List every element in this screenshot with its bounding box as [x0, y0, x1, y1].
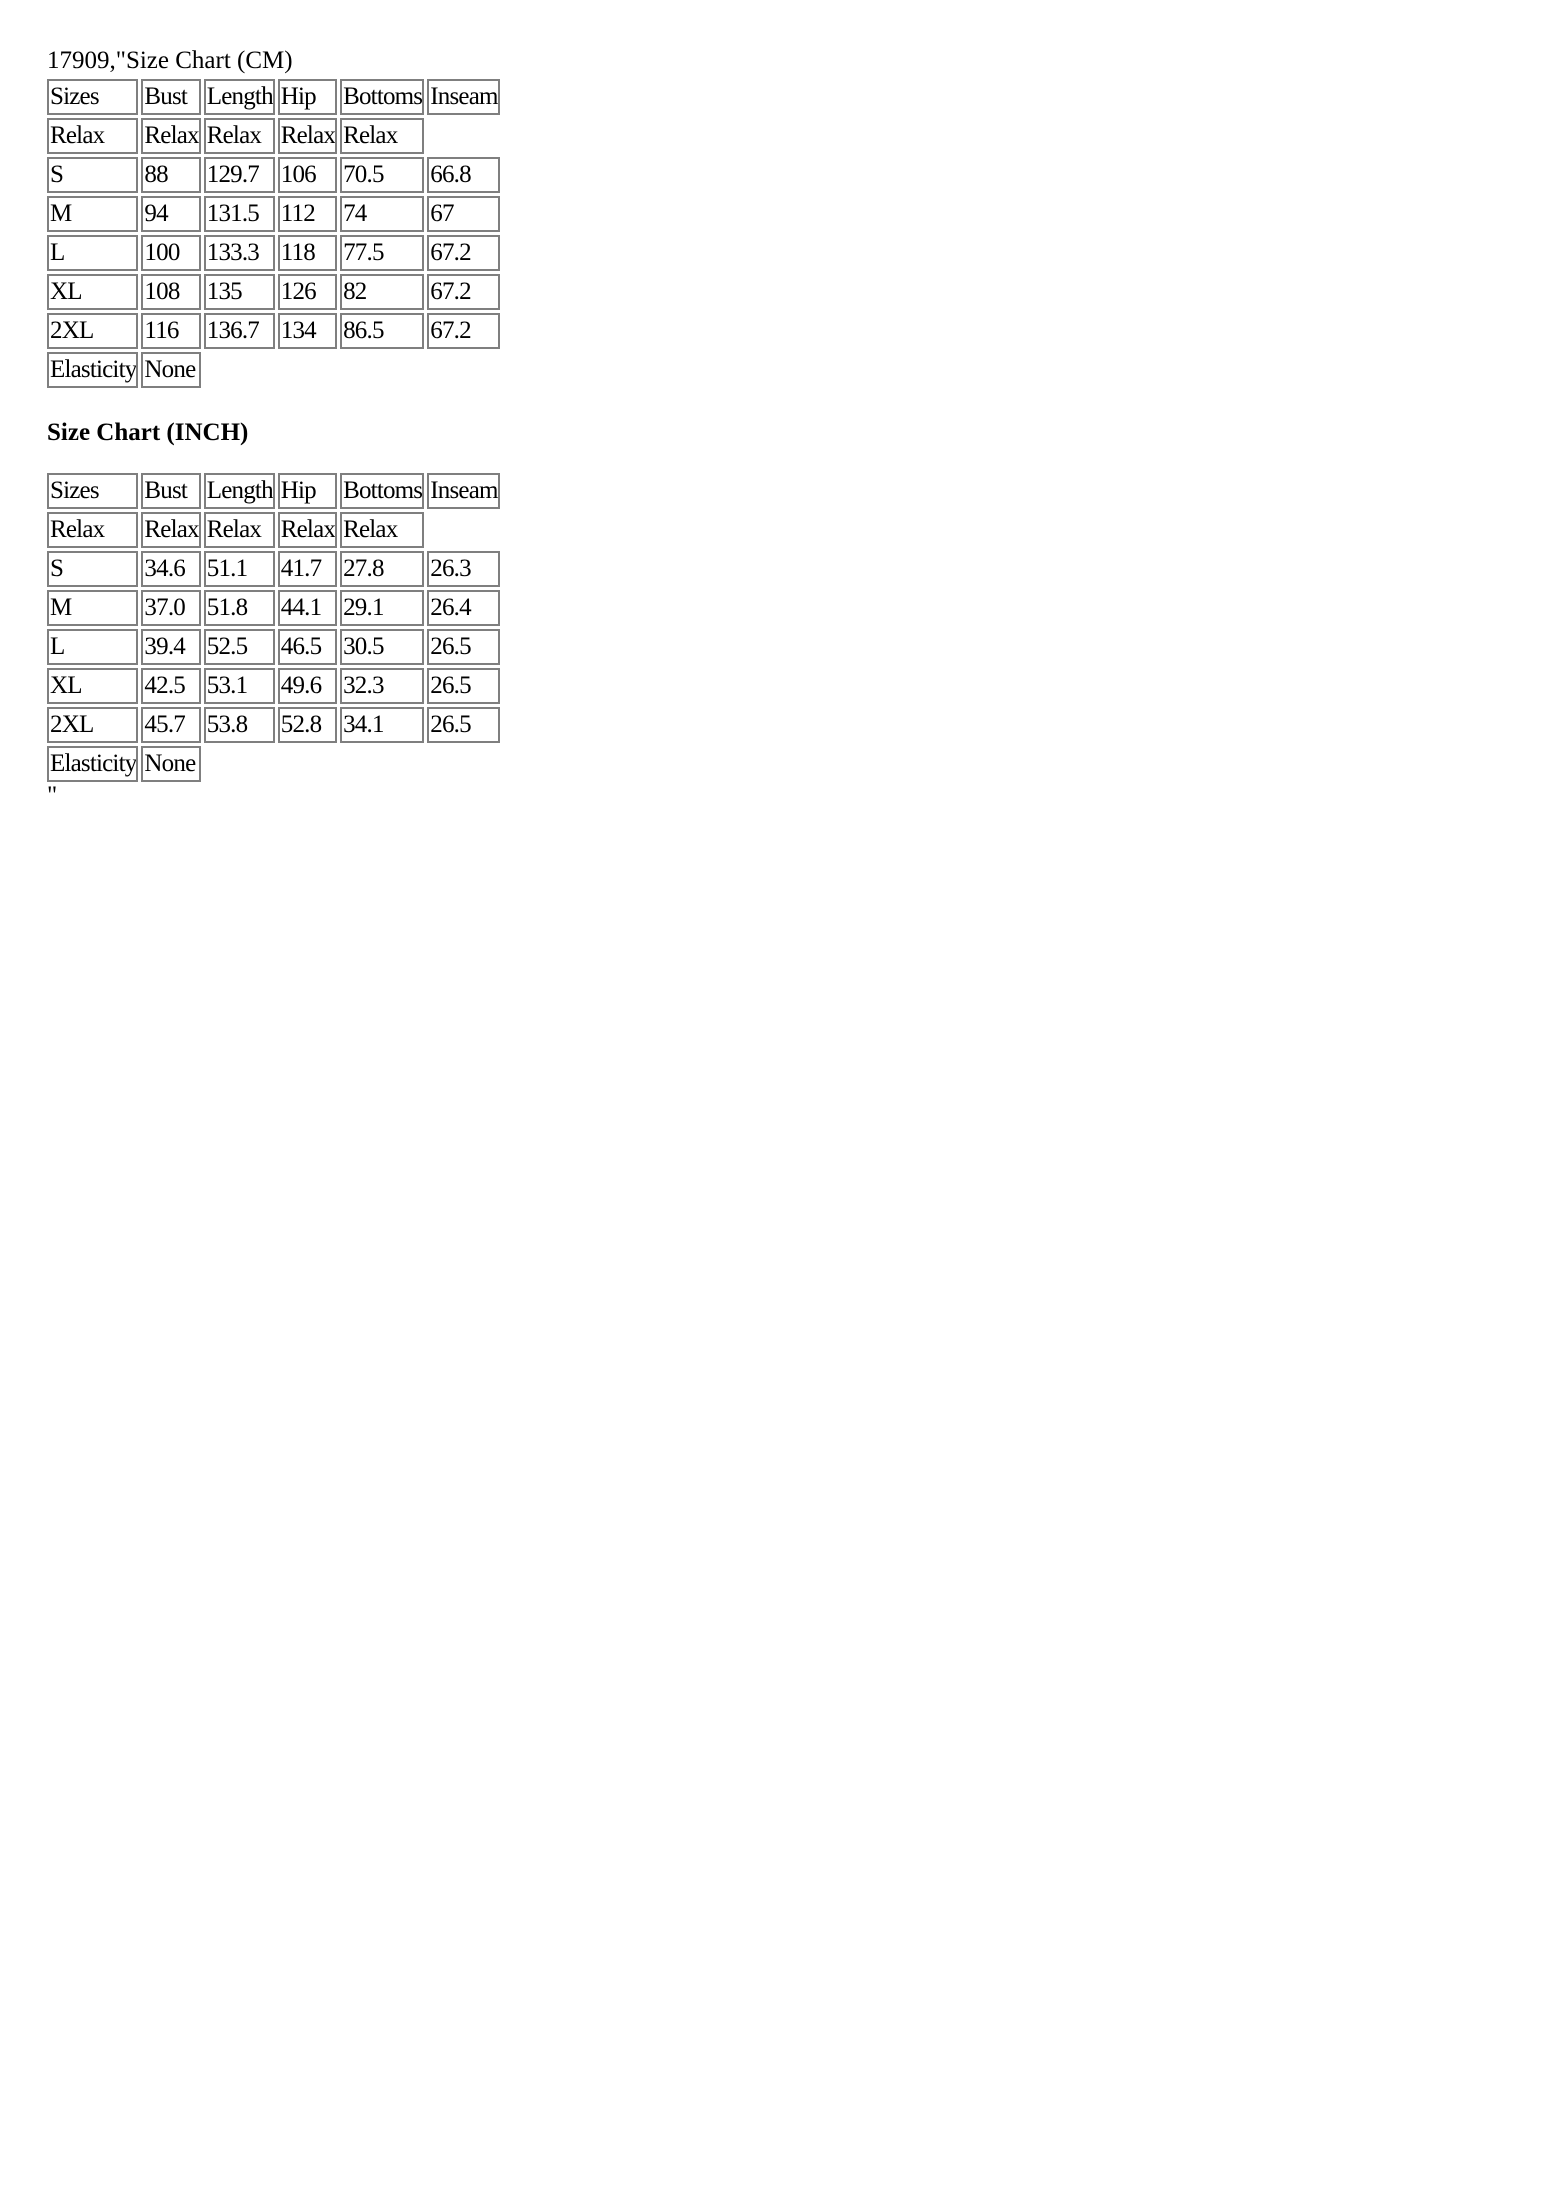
column-header: Bust: [141, 473, 200, 509]
table-cell: M: [47, 590, 138, 626]
elasticity-value: None: [141, 746, 200, 782]
table-cell: 67: [427, 196, 499, 232]
table-row: [47, 274, 500, 310]
table-cell: 135: [204, 274, 275, 310]
table-cell: 26.3: [427, 551, 499, 587]
fit-cell: Relax: [47, 512, 138, 548]
column-header: Hip: [278, 79, 337, 115]
column-header: Inseam: [427, 79, 499, 115]
fit-row: [47, 512, 500, 548]
table-cell: XL: [47, 274, 138, 310]
fit-cell: Relax: [340, 512, 424, 548]
fit-cell: Relax: [204, 118, 275, 154]
table-cell: 116: [141, 313, 200, 349]
table-cell: 26.5: [427, 707, 499, 743]
table-cell: 52.5: [204, 629, 275, 665]
elasticity-row: [47, 746, 500, 782]
column-header: Hip: [278, 473, 337, 509]
table-cell: XL: [47, 668, 138, 704]
table-cell: 34.1: [340, 707, 424, 743]
closing-quote-mark: ": [47, 782, 58, 809]
table-cell: 100: [141, 235, 200, 271]
fit-cell: Relax: [47, 118, 138, 154]
table-row: [47, 551, 500, 587]
table-cell: 136.7: [204, 313, 275, 349]
empty-cell: [427, 352, 499, 388]
column-header: Bottoms: [340, 473, 424, 509]
empty-cell: [427, 118, 499, 154]
column-header: Length: [204, 473, 275, 509]
table-cell: 26.5: [427, 668, 499, 704]
table-cell: 53.1: [204, 668, 275, 704]
elasticity-label: Elasticity: [47, 746, 138, 782]
table-cell: 67.2: [427, 274, 499, 310]
table-cell: 2XL: [47, 707, 138, 743]
empty-cell: [340, 746, 424, 782]
table-cell: L: [47, 235, 138, 271]
empty-cell: [204, 746, 275, 782]
empty-cell: [427, 512, 499, 548]
column-header: Sizes: [47, 79, 138, 115]
table-cell: 66.8: [427, 157, 499, 193]
size-chart-inch-table: [44, 470, 503, 785]
table-cell: L: [47, 629, 138, 665]
table-row: [47, 235, 500, 271]
table-cell: 49.6: [278, 668, 337, 704]
table-cell: 133.3: [204, 235, 275, 271]
table-cell: S: [47, 551, 138, 587]
table-row: [47, 707, 500, 743]
column-header: Sizes: [47, 473, 138, 509]
fit-cell: Relax: [278, 118, 337, 154]
fit-cell: Relax: [278, 512, 337, 548]
size-chart-cm-table: [44, 76, 503, 391]
table-cell: 52.8: [278, 707, 337, 743]
column-header: Inseam: [427, 473, 499, 509]
table-cell: 129.7: [204, 157, 275, 193]
table-cell: 86.5: [340, 313, 424, 349]
table-cell: 44.1: [278, 590, 337, 626]
table-cell: 94: [141, 196, 200, 232]
column-header: Bottoms: [340, 79, 424, 115]
table-row: [47, 313, 500, 349]
table-cell: 51.1: [204, 551, 275, 587]
table-cell: 34.6: [141, 551, 200, 587]
elasticity-row: [47, 352, 500, 388]
fit-cell: Relax: [141, 512, 200, 548]
table-cell: 53.8: [204, 707, 275, 743]
table-cell: 67.2: [427, 313, 499, 349]
table-cell: 74: [340, 196, 424, 232]
table-cell: 88: [141, 157, 200, 193]
table-cell: 26.5: [427, 629, 499, 665]
elasticity-label: Elasticity: [47, 352, 138, 388]
empty-cell: [278, 746, 337, 782]
table-cell: 108: [141, 274, 200, 310]
table-cell: 70.5: [340, 157, 424, 193]
size-chart-cm-heading: 17909,"Size Chart (CM): [47, 47, 293, 74]
table-cell: 41.7: [278, 551, 337, 587]
table-header-row: [47, 473, 500, 509]
table-row: [47, 590, 500, 626]
table-cell: 45.7: [141, 707, 200, 743]
elasticity-value: None: [141, 352, 200, 388]
table-cell: S: [47, 157, 138, 193]
fit-row: [47, 118, 500, 154]
table-cell: 42.5: [141, 668, 200, 704]
table-header-row: [47, 79, 500, 115]
fit-cell: Relax: [340, 118, 424, 154]
empty-cell: [278, 352, 337, 388]
table-cell: 2XL: [47, 313, 138, 349]
table-cell: 118: [278, 235, 337, 271]
table-cell: 126: [278, 274, 337, 310]
table-cell: M: [47, 196, 138, 232]
table-row: [47, 196, 500, 232]
table-cell: 77.5: [340, 235, 424, 271]
table-cell: 30.5: [340, 629, 424, 665]
fit-cell: Relax: [141, 118, 200, 154]
empty-cell: [204, 352, 275, 388]
table-cell: 82: [340, 274, 424, 310]
table-row: [47, 668, 500, 704]
table-cell: 131.5: [204, 196, 275, 232]
table-cell: 112: [278, 196, 337, 232]
empty-cell: [427, 746, 499, 782]
table-cell: 26.4: [427, 590, 499, 626]
table-cell: 27.8: [340, 551, 424, 587]
table-cell: 32.3: [340, 668, 424, 704]
fit-cell: Relax: [204, 512, 275, 548]
column-header: Bust: [141, 79, 200, 115]
table-cell: 51.8: [204, 590, 275, 626]
empty-cell: [340, 352, 424, 388]
column-header: Length: [204, 79, 275, 115]
table-cell: 37.0: [141, 590, 200, 626]
table-cell: 106: [278, 157, 337, 193]
table-cell: 29.1: [340, 590, 424, 626]
table-row: [47, 157, 500, 193]
size-chart-inch-heading: Size Chart (INCH): [47, 419, 249, 446]
table-cell: 134: [278, 313, 337, 349]
table-cell: 46.5: [278, 629, 337, 665]
table-cell: 67.2: [427, 235, 499, 271]
document-page: [47, 46, 1247, 809]
table-row: [47, 629, 500, 665]
table-cell: 39.4: [141, 629, 200, 665]
